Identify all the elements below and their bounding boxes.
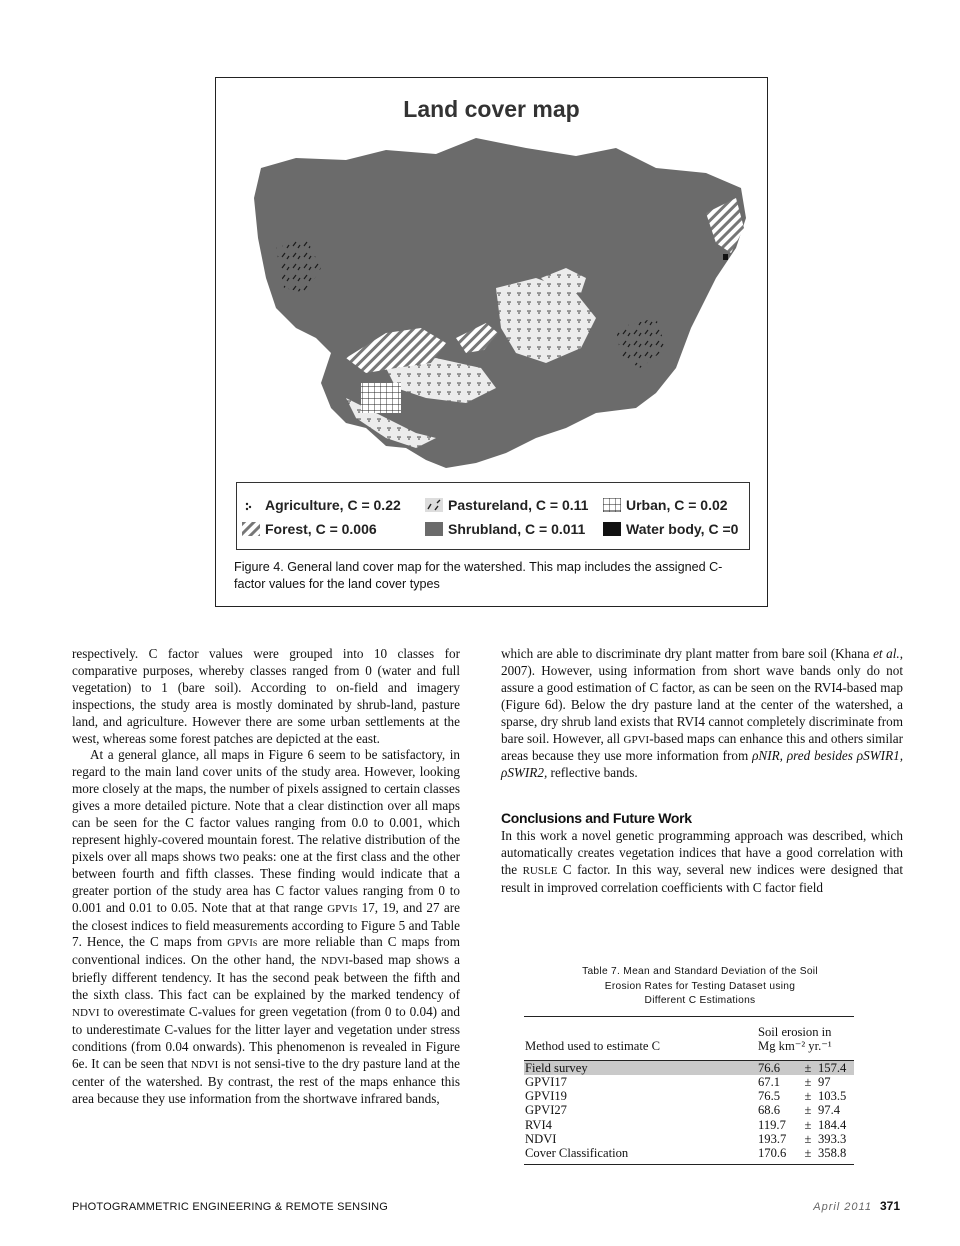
- table-row: GPVI17 67.1 ± 97: [525, 1074, 831, 1089]
- legend-item-water-body: Water body, C =0: [603, 521, 738, 537]
- table-caption: Table 7. Mean and Standard Deviation of the Soil Erosion Rates for Testing Dataset using Different C Estimations: [582, 966, 818, 1006]
- table-row: GPVI19 76.5 ± 103.5: [525, 1089, 847, 1104]
- table-row: GPVI27 68.6 ± 97.4: [525, 1103, 841, 1118]
- table-row: Field survey 76.6 ± 157.4: [524, 1060, 854, 1075]
- legend-item-urban: Urban, C = 0.02: [603, 497, 728, 513]
- legend-item-pastureland: Pastureland, C = 0.11: [425, 497, 588, 513]
- map-legend: [236, 482, 750, 550]
- water-body-swatch-icon: [603, 522, 621, 536]
- page-number: 371: [879, 1199, 900, 1213]
- urban-swatch-icon: [603, 498, 621, 512]
- figure-caption: Figure 4. General land cover map for the watershed. This map includes the assigned C-factor values for the land cover types: [234, 560, 723, 591]
- table-7: [524, 1016, 854, 1165]
- water-body-patch: [723, 254, 728, 260]
- section-heading: Conclusions and Future Work: [501, 810, 692, 827]
- legend-item-forest: Forest, C = 0.006: [242, 521, 377, 537]
- page-footer: April 2011 371: [813, 1199, 900, 1213]
- legend-item-shrubland: Shrubland, C = 0.011: [425, 521, 585, 537]
- journal-name: PHOTOGRAMMETRIC ENGINEERING & REMOTE SENSING: [72, 1201, 389, 1213]
- urban-patch: [361, 383, 401, 413]
- figure-4: [215, 77, 768, 607]
- column-header-soil-erosion: Soil erosion in Mg km⁻² yr.⁻¹: [757, 1017, 854, 1061]
- map-title: Land cover map: [403, 96, 580, 122]
- table-row: RVI4 119.7 ± 184.4: [525, 1117, 847, 1132]
- forest-swatch-icon: [242, 522, 260, 536]
- land-cover-map: [236, 128, 750, 478]
- table-row: Cover Classification 170.6 ± 358.8: [524, 1146, 854, 1164]
- column-header-method: Method used to estimate C: [524, 1017, 757, 1061]
- table-row: NDVI 193.7 ± 393.3: [525, 1132, 847, 1147]
- legend-item-agriculture: Agriculture, C = 0.22: [242, 497, 401, 513]
- agriculture-swatch-icon: [242, 498, 260, 512]
- paragraph: At a general glance, all maps in Figure 6 seem to be satisfactory, in regard to the main land cover units of the study area. However, looking more closely at the maps, the number of pixels assigned to certain classes gives a more detailed picture. Note that a clear distinction over all maps can be seen for the C factor values ranging from 0.0 to 0.001, which represent highly-covered mountain forest. The relative distribution of the pixels over all maps shows two peaks: one at the first class and the other between fourth and fifth classes. These finding would indicate that a greater portion of the study area has C factor values ranging from 0 to 0.001 and 0.01 to 0.05. Note that at that range GPVIs 17, 19, and 27 are the closest indices to field measurements according to Figure 5 and Table 7. Hence, the C maps from GPVIs are more reliable than C maps from conventional indices. On the other hand, the NDVI-based map shows a briefly different tendency. It has the second peak between the fifth and the sixth class. This fact can be explained by the marked tendency of NDVI to overestimate C-values for green vegetation (from 0 to 0.04) and to underestimate C-values for the litter layer and vegetation under stress conditions (from 0.04 onwards). This phenomenon is revealed in Figure 6e. It can be seen that NDVI is not sensi-tive to the dry pasture land at the center of the watershed. By contrast, the rest of the maps enhance this area because they use information from the shortwave infrared bands,: [72, 747, 461, 1106]
- right-column: [501, 646, 903, 897]
- left-column: [72, 646, 460, 1107]
- shrubland-swatch-icon: [425, 522, 443, 536]
- paragraph: which are able to discriminate dry plant matter from bare soil (Khana et al., 2007). However, using information from short wave bands only do not assure a good estimation of C factor, as can be seen on the RVI4-based map (Figure 6d). Below the dry pasture land at the center of the watershed, a sparse, dry shrub land exists that RVI4 cannot completely discriminate from bare soil. However, all GPVI-based maps can enhance this and others similar areas because they use more information from ρNIR, ρred besides ρSWIR1, ρSWIR2, reflective bands.: [501, 646, 904, 781]
- paragraph: respectively. C factor values were grouped into 10 classes for comparative purposes, whereby classes ranged from 0 (water and full vegetation) to 1 (bare soil). According to on-field and imagery inspections, the study area is mostly dominated by shrub-land, pasture land, and agriculture. However there are some urban settlements at the west, whereas some forest patches are depicted at the east.: [72, 646, 460, 746]
- paragraph: In this work a novel genetic programming approach was described, which automatically creates vegetation indices that have a good correlation with the RUSLE C factor. In this way, several new indices were designed that result in improved correlation coefficients with C factor field: [501, 828, 904, 895]
- pastureland-swatch-icon: [425, 498, 443, 512]
